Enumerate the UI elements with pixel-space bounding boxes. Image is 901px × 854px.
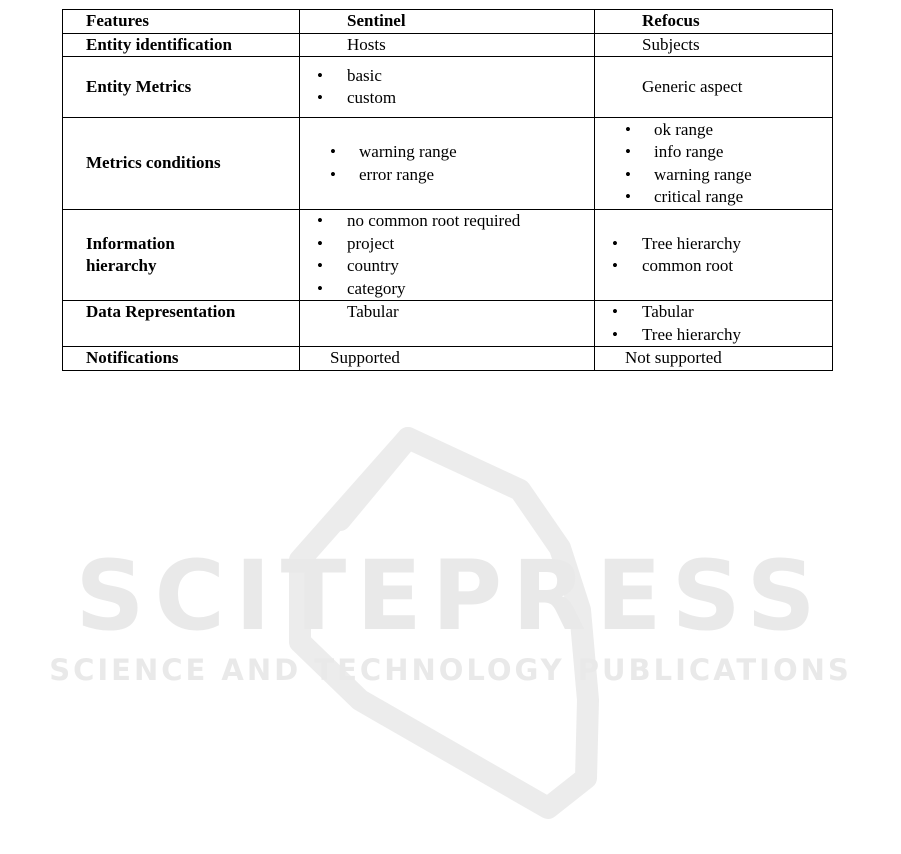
refocus-cell: Subjects (595, 33, 833, 57)
table-row (63, 57, 833, 118)
sentinel-cell (300, 57, 595, 118)
refocus-cell (595, 210, 833, 301)
list-item: • ok range (595, 119, 832, 142)
watermark-tagline: SCIENCE AND TECHNOLOGY PUBLICATIONS (49, 653, 852, 687)
list-item: • country (300, 255, 594, 278)
feature-cell: Data Representation (63, 301, 300, 347)
sentinel-cell: Supported (300, 347, 595, 371)
feature-cell: Entity identification (63, 33, 300, 57)
sentinel-cell: Tabular (300, 301, 595, 347)
table-row (63, 301, 833, 347)
table-row (63, 33, 833, 57)
header-refocus: Refocus (595, 10, 833, 34)
refocus-cell: Generic aspect (595, 57, 833, 118)
feature-cell: Entity Metrics (63, 57, 300, 118)
table-header-row (63, 10, 833, 34)
list-item: • info range (595, 141, 832, 164)
list-item: • Tree hierarchy (595, 233, 832, 256)
watermark-logo-text: SCITEPRESS (75, 540, 826, 652)
table-row (63, 210, 833, 301)
list-item: • Tabular (595, 301, 832, 324)
list-item: • no common root required (300, 210, 594, 233)
sentinel-cell (300, 210, 595, 301)
comparison-table (62, 9, 833, 371)
feature-cell (63, 210, 300, 301)
list-item: • custom (300, 87, 594, 110)
list-item: • category (300, 278, 594, 301)
feature-label-line: Information (86, 233, 175, 253)
list-item: • warning range (300, 141, 594, 164)
list-item: • basic (300, 65, 594, 88)
table-row (63, 347, 833, 371)
sentinel-cell: Hosts (300, 33, 595, 57)
refocus-cell (595, 301, 833, 347)
sentinel-cell (300, 118, 595, 210)
refocus-cell (595, 118, 833, 210)
refocus-cell: Not supported (595, 347, 833, 371)
list-item: • Tree hierarchy (595, 324, 832, 347)
list-item: • critical range (595, 186, 832, 209)
list-item: • error range (300, 164, 594, 187)
list-item: • project (300, 233, 594, 256)
table-row (63, 118, 833, 210)
header-features: Features (63, 10, 300, 34)
list-item: • common root (595, 255, 832, 278)
feature-cell: Notifications (63, 347, 300, 371)
feature-label-line: hierarchy (86, 256, 157, 275)
header-sentinel: Sentinel (300, 10, 595, 34)
list-item: • warning range (595, 164, 832, 187)
feature-cell: Metrics conditions (63, 118, 300, 210)
